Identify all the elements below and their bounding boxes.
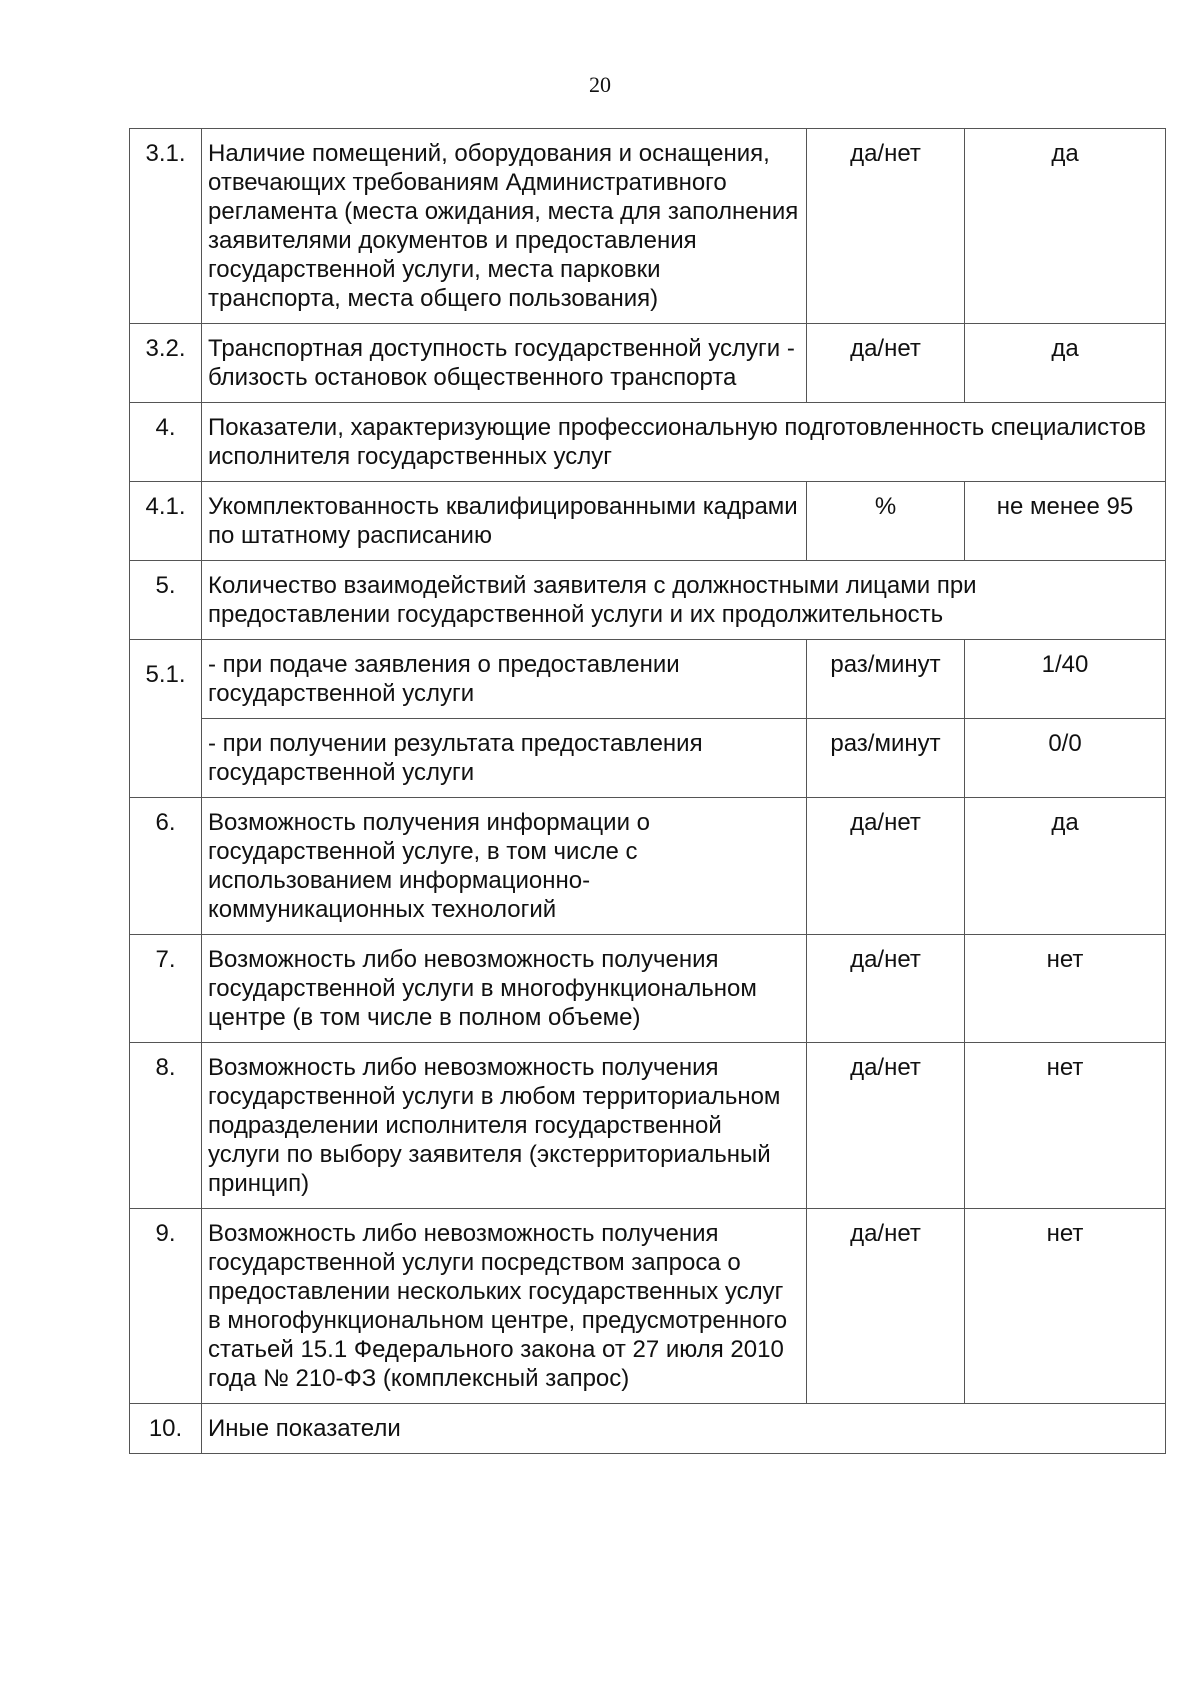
section-title: Количество взаимодействий заявителя с должностными лицами при предоставлении государственной услуги и их продолжительность [202,561,1166,640]
indicator-name: - при подаче заявления о предоставлении государственной услуги [202,640,807,719]
unit-of-measure: да/нет [807,935,965,1043]
table-row [130,719,1166,798]
page-number: 20 [589,72,611,97]
table-row [130,482,1166,561]
unit-of-measure: % [807,482,965,561]
row-number: 4. [130,403,202,482]
indicator-name: Возможность получения информации о государственной услуге, в том числе с использованием информационно-коммуникационных технологий [202,798,807,935]
row-number: 3.2. [130,324,202,403]
row-number: 7. [130,935,202,1043]
table-section-row [130,561,1166,640]
table-row [130,129,1166,324]
section-title: Показатели, характеризующие профессиональную подготовленность специалистов исполнителя государственных услуг [202,403,1166,482]
normative-value: да [965,798,1166,935]
normative-value: нет [965,935,1166,1043]
unit-of-measure: да/нет [807,1209,965,1404]
unit-of-measure: да/нет [807,798,965,935]
indicator-name: Возможность либо невозможность получения государственной услуги в многофункциональном центре (в том числе в полном объеме) [202,935,807,1043]
normative-value: 1/40 [965,640,1166,719]
unit-of-measure: да/нет [807,324,965,403]
table-row [130,798,1166,935]
unit-of-measure: да/нет [807,1043,965,1209]
normative-value: нет [965,1209,1166,1404]
section-title: Иные показатели [202,1404,1166,1454]
unit-of-measure: раз/минут [807,719,965,798]
indicator-name: Возможность либо невозможность получения государственной услуги в любом территориальном подразделении исполнителя государственной услуги по выбору заявителя (экстерриториальный принцип) [202,1043,807,1209]
table-section-row [130,403,1166,482]
row-number: 9. [130,1209,202,1404]
row-number: 8. [130,1043,202,1209]
indicator-name: Наличие помещений, оборудования и оснащения, отвечающих требованиям Административного регламента (места ожидания, места для заполнения заявителями документов и предоставления государственной услуги, места парковки транспорта, места общего пользования) [202,129,807,324]
row-number: 5.1. [130,640,202,798]
normative-value: да [965,129,1166,324]
normative-value: да [965,324,1166,403]
indicator-name: Транспортная доступность государственной услуги - близость остановок общественного транспорта [202,324,807,403]
row-number: 5. [130,561,202,640]
row-number: 3.1. [130,129,202,324]
normative-value: 0/0 [965,719,1166,798]
normative-value: не менее 95 [965,482,1166,561]
unit-of-measure: раз/минут [807,640,965,719]
table-row [130,324,1166,403]
table-row [130,1043,1166,1209]
unit-of-measure: да/нет [807,129,965,324]
indicator-name: - при получении результата предоставления государственной услуги [202,719,807,798]
table-row [130,640,1166,719]
table-row [130,1209,1166,1404]
row-number: 10. [130,1404,202,1454]
indicators-table [129,128,1166,1454]
indicator-name: Возможность либо невозможность получения государственной услуги посредством запроса о предоставлении нескольких государственных услуг в многофункциональном центре, предусмотренного статьей 15.1 Федерального закона от 27 июля 2010 года № 210-ФЗ (комплексный запрос) [202,1209,807,1404]
normative-value: нет [965,1043,1166,1209]
table-row [130,935,1166,1043]
row-number: 6. [130,798,202,935]
row-number: 4.1. [130,482,202,561]
indicator-name: Укомплектованность квалифицированными кадрами по штатному расписанию [202,482,807,561]
table-section-row [130,1404,1166,1454]
